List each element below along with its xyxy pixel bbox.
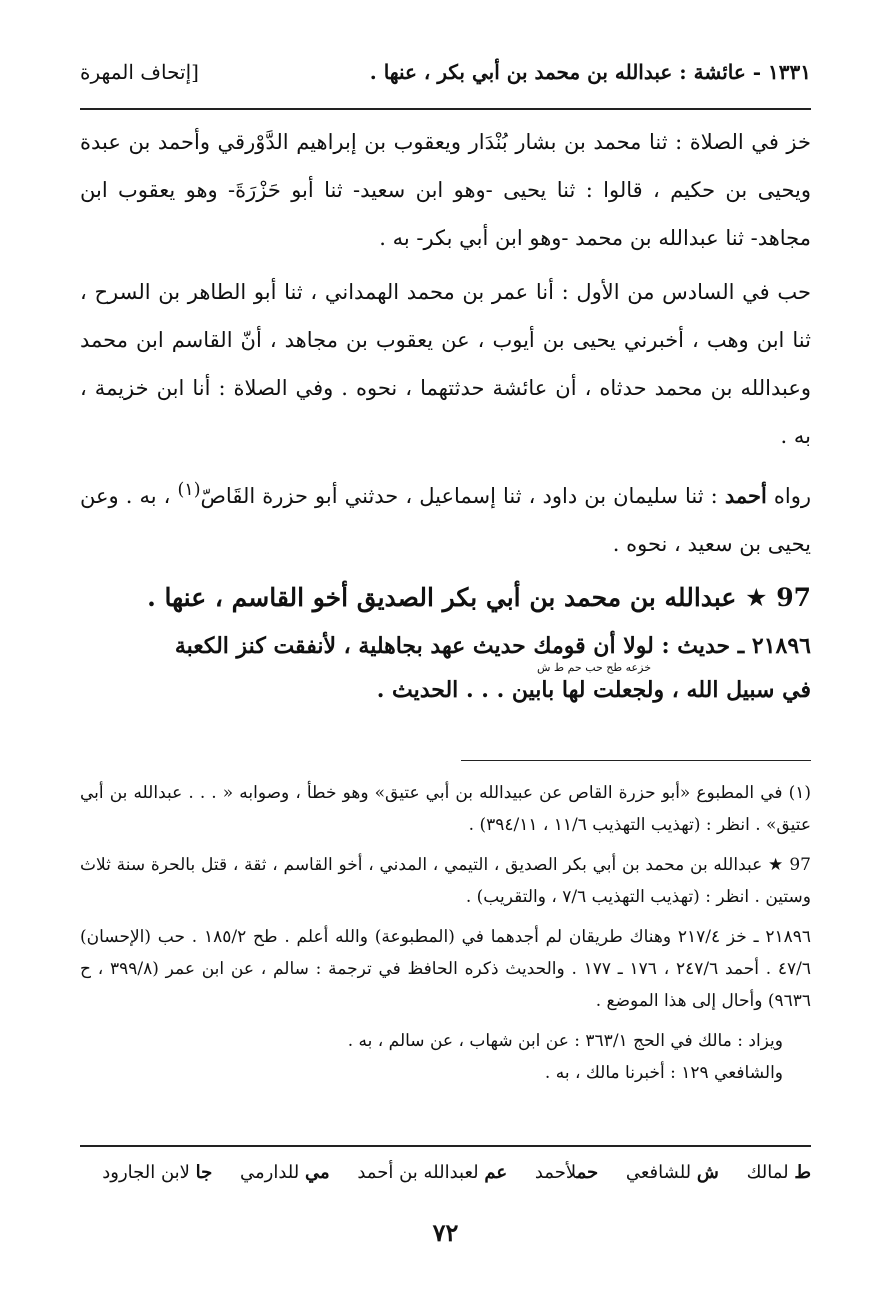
footnote-97 [80, 849, 811, 913]
section-number: 97 [776, 583, 811, 612]
footnote-97-text: عبدالله بن محمد بن أبي بكر الصديق ، التيمي ، المدني ، أخو القاسم ، ثقة ، قتل بالحرة سنة ثلاث وستين . انظر : (تهذيب التهذيب ٧/٦ ، والتقريب) . [80, 855, 811, 907]
abbr-darimi: مي للدارمي [240, 1162, 330, 1183]
paragraph-ahmad [80, 466, 811, 568]
section-title: عبدالله بن محمد بن أبي بكر الصديق أخو القاسم ، عنها . [147, 583, 746, 612]
footnote-shafii: والشافعي ١٢٩ : أخبرنا مالك ، به . [544, 1063, 783, 1083]
paragraph-ibn-khuzayma: خز في الصلاة : ثنا محمد بن بشار بُنْدَار ويعقوب بن إبراهيم الدَّوْرقي وأحمد بن عبدة ويحيى بن حكيم ، قالوا : ثنا يحيى -وهو ابن سعيد- ثنا أبو حَزْرَةَ- وهو يعقوب ابن مجاهد- ثنا عبدالله بن محمد -وهو ابن أبي بكر- به . [80, 130, 811, 250]
star-icon: ★ [768, 855, 784, 875]
narration-text-b: ، به . وعن يحيى بن سعيد ، نحوه . [80, 484, 811, 556]
hadith-block [80, 630, 811, 706]
abbr-jarud: جا لابن الجارود [102, 1162, 213, 1183]
footnote-ref[interactable]: (١) [177, 480, 201, 500]
hadith-line-1: ٢١٨٩٦ ـ حديث : لولا أن قومك حديث عهد بجاهلية ، لأنفقت كنز الكعبة [174, 633, 811, 659]
narration-text-a: : ثنا سليمان بن داود ، ثنا إسماعيل ، حدثني أبو حزرة القَاصّ [200, 484, 725, 508]
footnote-malik: ويزاد : مالك في الحج ٣٦٣/١ : عن ابن شهاب ، عن سالم ، به . [347, 1031, 783, 1051]
abbr-shafii: ش للشافعي [625, 1162, 719, 1183]
abbreviations-divider [80, 1145, 811, 1147]
narration-lead: رواه [766, 484, 811, 508]
footnote-97-number: 97 [789, 855, 811, 875]
footnote-1: (١) في المطبوع «أبو حزرة القاص عن عبيدالله بن أبي عتيق» وهو خطأ ، وصوابه « . . . عبدالله بن أبي عتيق» . انظر : (تهذيب التهذيب ١١/٦ ، ٣٩٤/١١) . [80, 783, 811, 835]
chapter-title: ١٣٣١ - عائشة : عبدالله بن محمد بن أبي بكر ، عنها . [369, 60, 811, 84]
star-icon: ★ [745, 583, 768, 612]
book-title: [إتحاف المهرة [80, 60, 199, 84]
header-divider [80, 108, 811, 110]
abbr-ahmad: حملأحمد [534, 1162, 599, 1183]
footnotes [80, 777, 811, 1089]
abbreviations-legend [80, 1162, 811, 1183]
footnote-hadith: ٢١٨٩٦ ـ خز ٢١٧/٤ وهناك طريقان لم أجدهما في (المطبوعة) والله أعلم . طح ١٨٥/٢ . حب (الإحسان) ٤٧/٦ . أحمد ٢٤٧/٦ ، ١٧٦ ـ ١٧٧ . والحديث ذكره الحافظ في ترجمة : سالم ، عن ابن عمر (٣٩٩/٨ ، ح ٩٦٣٦) وأحال إلى هذا الموضع . [80, 927, 811, 1011]
running-header [80, 60, 811, 94]
section-heading [80, 578, 811, 618]
hadith-line-2: في سبيل الله ، ولجعلت لها بابين . . . الحديث . [376, 677, 811, 703]
paragraph-ibn-hibban: حب في السادس من الأول : أنا عمر بن محمد الهمداني ، ثنا أبو الطاهر بن السرح ، ثنا ابن وهب ، أخبرني يحيى بن أيوب ، عن يعقوب بن مجاهد ، أنّ القاسم ابن محمد وعبدالله بن محمد حدثاه ، أن عائشة حدثتهما ، نحوه . وفي الصلاة : أنا ابن خزيمة ، به . [80, 280, 811, 448]
hadith-sources: خزعه طح حب حم ط ش [537, 661, 651, 674]
page-number: ٧٢ [432, 1218, 459, 1247]
abbr-malik: ط لمالك [746, 1162, 811, 1183]
abbr-abdullah: عم لعبدالله بن أحمد [357, 1162, 508, 1183]
narrator-name: أحمد [724, 483, 767, 508]
footnote-divider [461, 760, 811, 761]
main-text [80, 118, 811, 706]
